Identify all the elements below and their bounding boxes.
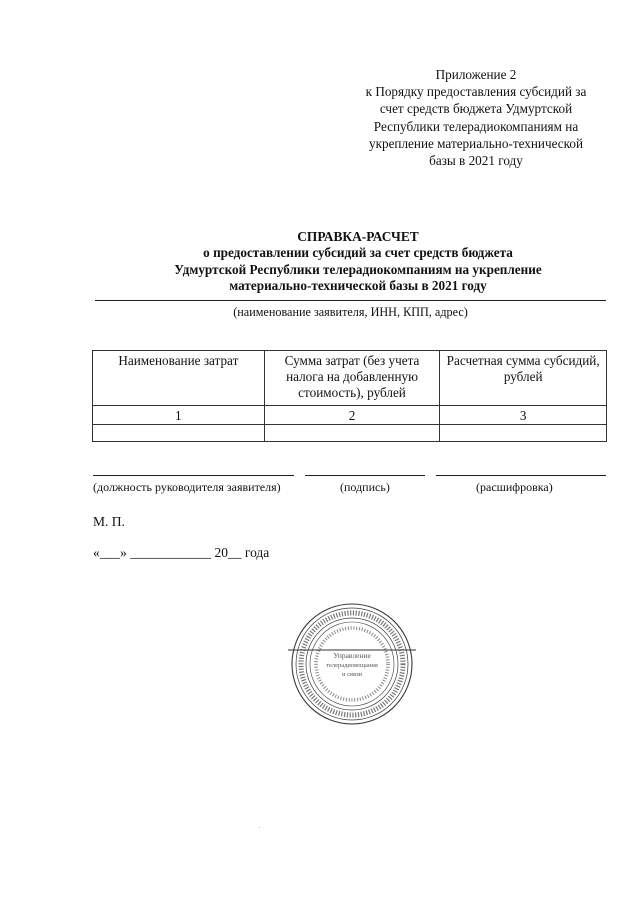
applicant-caption: (наименование заявителя, ИНН, КПП, адрес): [233, 305, 468, 319]
table-number-row: [93, 406, 607, 425]
table-number-cell: 3: [440, 406, 607, 425]
table-cell-empty: [440, 425, 607, 442]
appendix-line: Республики телерадиокомпаниям на: [373, 118, 579, 134]
appendix-line: счет средств бюджета Удмуртской: [379, 101, 573, 117]
table-number-cell: 1: [93, 406, 265, 425]
appendix-header: [340, 66, 612, 169]
title-main: СПРАВКА-РАСЧЕТ: [297, 229, 419, 244]
applicant-fill-line: [95, 300, 606, 301]
document-title: [90, 229, 626, 295]
stamp-text: и связи: [341, 671, 363, 678]
appendix-line: Приложение 2: [435, 67, 517, 82]
date-line: «___» ____________ 20__ года: [93, 545, 270, 560]
table-header-cell: Сумма затрат (без учета налога на добавленную стоимость), рублей: [264, 351, 440, 406]
table-header-cell: Расчетная сумма субсидий, рублей: [440, 351, 607, 406]
title-line: Удмуртской Республики телерадиокомпаниям на укрепление: [174, 261, 542, 277]
cost-table: [92, 350, 607, 442]
signature-caption: (подпись): [340, 480, 390, 494]
position-caption: (должность руководителя заявителя): [93, 480, 281, 494]
table-header-cell: Наименование затрат: [93, 351, 265, 406]
table-number-cell: 2: [264, 406, 440, 425]
position-fill-line: [93, 475, 294, 476]
seal-place-label: М. П.: [93, 514, 125, 529]
scan-speck: [259, 827, 260, 828]
table-row: [93, 425, 607, 442]
stamp-text: телерадиовещания: [326, 662, 378, 669]
table-cell-empty: [93, 425, 265, 442]
appendix-line: базы в 2021 году: [429, 153, 523, 169]
appendix-line: укрепление материально-технической: [368, 135, 584, 151]
stamp-text: Управление: [333, 651, 371, 660]
title-line: о предоставлении субсидий за счет средств бюджета: [203, 245, 513, 261]
table-header-row: [93, 351, 607, 406]
appendix-line: к Порядку предоставления субсидий за: [365, 84, 587, 100]
signature-fill-line: [305, 475, 425, 476]
official-stamp: [288, 600, 416, 728]
table-cell-empty: [264, 425, 440, 442]
decoding-caption: (расшифровка): [476, 480, 553, 494]
title-line: материально-технической базы в 2021 году: [229, 278, 487, 294]
decoding-fill-line: [436, 475, 606, 476]
